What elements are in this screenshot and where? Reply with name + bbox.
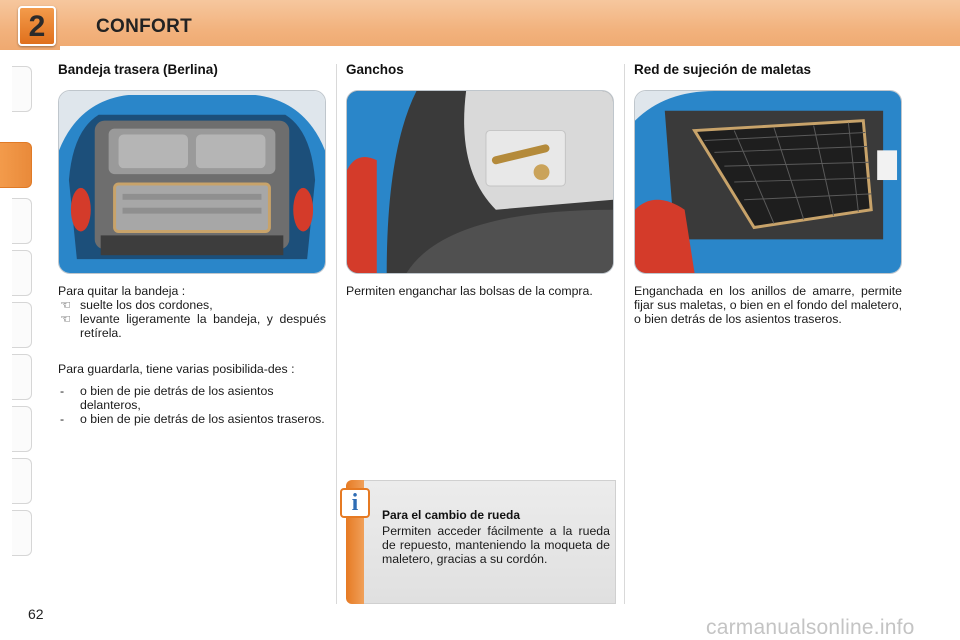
info-box-title: Para el cambio de rueda bbox=[382, 508, 521, 522]
header-divider bbox=[60, 46, 960, 50]
dash-marker: - bbox=[60, 384, 65, 398]
section-title-hooks: Ganchos bbox=[346, 62, 404, 77]
chapter-number-badge: 2 bbox=[18, 6, 56, 46]
side-tab-3[interactable] bbox=[12, 198, 32, 244]
rear-shelf-photo bbox=[58, 90, 326, 274]
luggage-net-description: Enganchada en los anillos de amarre, permite fijar sus maletas, o bien en el fondo del maletero, o bien detrás de los asientos traseros. bbox=[634, 284, 902, 326]
column-divider bbox=[336, 64, 337, 604]
page-number: 62 bbox=[28, 606, 44, 622]
side-tab-9[interactable] bbox=[12, 510, 32, 556]
side-tab-8[interactable] bbox=[12, 458, 32, 504]
side-tab-7[interactable] bbox=[12, 406, 32, 452]
side-tab-6[interactable] bbox=[12, 354, 32, 400]
chapter-side-tabs bbox=[0, 66, 34, 576]
watermark: carmanualsonline.info bbox=[706, 616, 915, 639]
side-tab-5[interactable] bbox=[12, 302, 32, 348]
rear-shelf-intro: Para quitar la bandeja : bbox=[58, 284, 186, 298]
chapter-title: CONFORT bbox=[96, 16, 193, 37]
list-item bbox=[58, 412, 326, 426]
rear-shelf-instructions bbox=[58, 284, 326, 426]
hooks-description: Permiten enganchar las bolsas de la compra. bbox=[346, 284, 593, 298]
list-item-text: levante ligeramente la bandeja, y después retírela. bbox=[80, 312, 326, 340]
list-item-text: suelte los dos cordones, bbox=[80, 298, 213, 312]
list-item-text: o bien de pie detrás de los asientos delanteros, bbox=[80, 384, 274, 412]
hooks-photo bbox=[346, 90, 614, 274]
column-divider bbox=[624, 64, 625, 604]
side-tab-2-active[interactable] bbox=[0, 142, 32, 188]
bullet-arrow-icon: ☜ bbox=[60, 312, 72, 326]
rear-shelf-store-intro: Para guardarla, tiene varias posibilida-des : bbox=[58, 362, 295, 376]
list-item bbox=[58, 312, 326, 340]
dash-marker: - bbox=[60, 412, 65, 426]
bullet-arrow-icon: ☜ bbox=[60, 298, 72, 312]
side-tab-1[interactable] bbox=[12, 66, 32, 112]
luggage-net-photo bbox=[634, 90, 902, 274]
side-tab-4[interactable] bbox=[12, 250, 32, 296]
list-item-text: o bien de pie detrás de los asientos traseros. bbox=[80, 412, 325, 426]
section-title-luggage-net: Red de sujeción de maletas bbox=[634, 62, 812, 77]
info-box-text: Permiten acceder fácilmente a la rueda de repuesto, manteniendo la moqueta de maletero, gracias a su cordón. bbox=[382, 524, 610, 566]
info-box bbox=[346, 480, 616, 604]
section-title-rear-shelf: Bandeja trasera (Berlina) bbox=[58, 62, 218, 77]
info-icon: i bbox=[340, 488, 370, 518]
list-item bbox=[58, 298, 326, 312]
list-item bbox=[58, 384, 326, 412]
